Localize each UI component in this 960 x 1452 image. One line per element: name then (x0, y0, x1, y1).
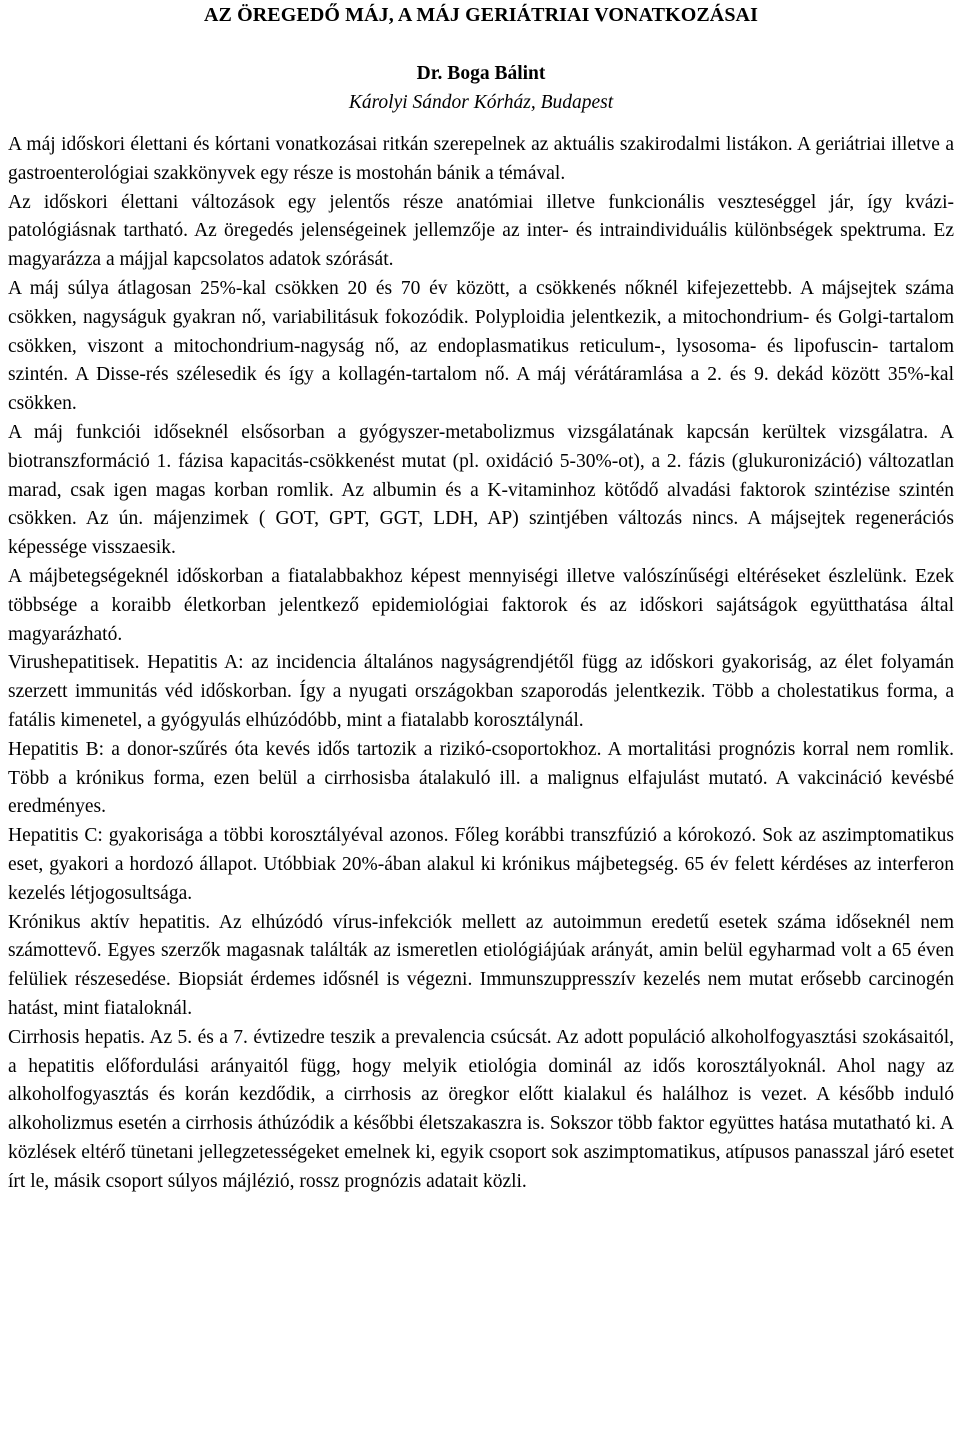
paragraph-hepatitis-a: Virushepatitisek. Hepatitis A: az incidencia általános nagyságrendjétől függ az időskori gyakoriság, az élet folyamán szerzett immunitás véd időskorban. Így a nyugati országokban szaporodás jelentkezik. Több a cholestatikus forma, a fatális kimenetel, a gyógyulás elhúzódóbb, mint a fiatalabb korosztálynál. (8, 652, 954, 731)
document-page (8, 0, 954, 1196)
document-title: AZ ÖREGEDŐ MÁJ, A MÁJ GERIÁTRIAI VONATKOZÁSAI (204, 4, 758, 26)
paragraph-chronic-active-hepatitis: Krónikus aktív hepatitis. Az elhúzódó vírus-infekciók mellett az autoimmun eredetű esetek száma időseknél nem számottevő. Egyes szerzők magasnak találták az ismeretlen etiológiájúak arányát, amin belül egyharmad volt a 65 éven felüliek részesedése. Biopsiát érdemes idősnél is végezni. Immunszuppresszív kezelés nem mutat erősebb carcinogén hatást, mint fiataloknál. (8, 911, 954, 1019)
paragraph-morphology: A máj súlya átlagosan 25%-kal csökken 20 és 70 év között, a csökkenés nőknél kifejezettebb. A májsejtek száma csökken, nagyságuk gyakran nő, variabilitásuk fokozódik. Polyploidia jelentkezik, a mitochondrium- és Golgi-tartalom csökken, viszont a mitochondrium-nagyság nő, az endoplasmatikus reticulum-, lysosoma- és lipofuscin- tartalom szintén. A Disse-rés szélesedik és így a kollagén-tartalom nő. A máj vérátáramlása a 2. és 9. dekád között 35%-kal csökken. (8, 277, 954, 415)
author-name: Dr. Boga Bálint (416, 63, 546, 84)
paragraph-hepatitis-b: Hepatitis B: a donor-szűrés óta kevés idős tartozik a rizikó-csoportokhoz. A mortalitási prognózis korral nem romlik. Több a krónikus forma, ezen belül a cirrhosisba átalakuló ill. a malignus elfajulást mutató. A vakcináció kevésbé eredményes. (8, 738, 954, 818)
paragraph-physiology: Az időskori élettani változások egy jelentős része anatómiai illetve funkcionális veszteséggel jár, így kvázi-patológiásnak tartható. Az öregedés jelenségeinek jellemzője az inter- és intraindividuális különbségek spektruma. Ez magyarázza a májjal kapcsolatos adatok szórását. (8, 191, 954, 271)
paragraph-hepatitis-c: Hepatitis C: gyakorisága a többi korosztályéval azonos. Főleg korábbi transzfúzió a kórokozó. Sok az aszimptomatikus eset, gyakori a hordozó állapot. Utóbbiak 20%-ában alakul ki krónikus májbetegség. 65 év felett kérdéses az interferon kezelés létjogosultsága. (8, 825, 954, 904)
paragraph-function: A máj funkciói időseknél elsősorban a gyógyszer-metabolizmus vizsgálatának kapcsán kerültek vizsgálatra. A biotranszformáció 1. fázisa kapacitás-csökkenést mutat (pl. oxidáció 5-30%-ot), a 2. fázis (glukuronizáció) változatlan marad, csak igen magas korban romlik. Az albumin és a K-vitaminhoz kötődő alvadási faktorok szintézise szintén csökken. Az ún. májenzimek ( GOT, GPT, GGT, LDH, AP) szintjében változás nincs. A májsejtek regenerációs képessége visszaesik. (8, 421, 954, 559)
paragraph-cirrhosis: Cirrhosis hepatis. Az 5. és a 7. évtizedre teszik a prevalencia csúcsát. Az adott populáció alkoholfogyasztási szokásaitól, a hepatitis előfordulási arányaitól függ, hogy melyik etiológia dominál az idős korosztályoknál. Ahol nagy az alkoholfogyasztás és korán kezdődik, a cirrhosis az öregkor előtt kialakul és halálhoz is vezet. A később induló alkoholizmus esetén a cirrhosis áthúzódik a későbbi életszakaszra is. Sokszor több faktor együttes hatása mutatható ki. A közlések eltérő tünetani jellegzetességeket emelnek ki, egyik csoport sok aszimptomatikus, atípusos panasszal járó esetet írt le, másik csoport súlyos májlézió, rossz prognózis adatait közli. (8, 1026, 954, 1192)
paragraph-intro: A máj időskori élettani és kórtani vonatkozásai ritkán szerepelnek az aktuális szakirodalmi listákon. A geriátriai illetve a gastroenterológiai szakkönyvek egy része is mostohán bánik a témával. (8, 134, 954, 184)
paragraph-diseases: A májbetegségeknél időskorban a fiatalabbakhoz képest mennyiségi illetve valószínűségi eltéréseket észlelünk. Ezek többsége a koraibb életkorban jelentkező epidemiológiai faktorok és az időskori sajátságok együtthatása által magyarázható. (8, 565, 954, 645)
author-affiliation: Károlyi Sándor Kórház, Budapest (348, 92, 614, 113)
document-body (8, 131, 954, 1196)
